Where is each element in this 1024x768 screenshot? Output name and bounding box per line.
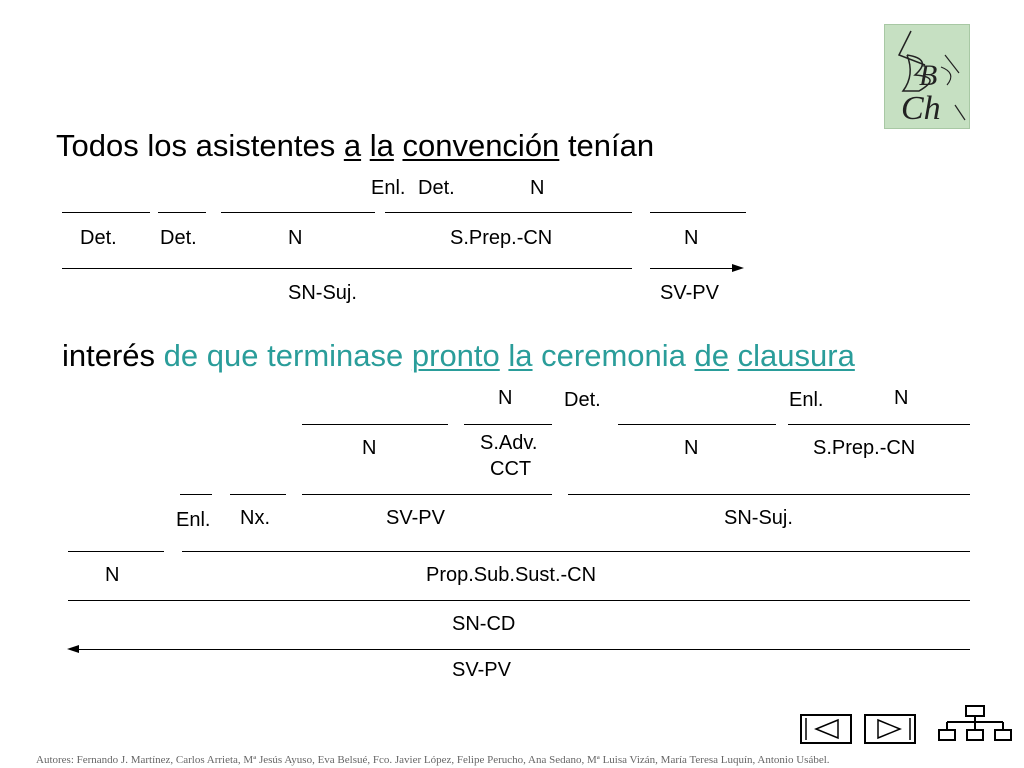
- bracket-svpv-arrow: [650, 268, 736, 269]
- label-n-interes: N: [105, 564, 120, 586]
- label-n-convencion: N: [530, 177, 545, 199]
- bracket-ceremonia: [618, 424, 776, 425]
- authors-footer: Autores: Fernando J. Martínez, Carlos Arrieta, Mª Jesús Ayuso, Eva Belsué, Fco. Javier López, Felipe Perucho, Ana Sedano, Mª Luisa Vizán, María Teresa Luquín, Antonio Usábel.: [36, 754, 830, 766]
- label-sn-cd: SN-CD: [452, 613, 516, 635]
- bracket-snsuj-2: [568, 494, 970, 495]
- label-n-asistentes: N: [288, 227, 303, 249]
- bracket-svpv-final: [76, 649, 970, 650]
- label-sprep-cn: S.Prep.-CN: [450, 227, 553, 249]
- label-det-todos: Det.: [80, 227, 117, 249]
- label-n-clausura: N: [894, 387, 909, 409]
- label-sv-pv: SV-PV: [660, 282, 719, 304]
- label-det-los: Det.: [160, 227, 197, 249]
- word-de-2: de: [694, 338, 730, 373]
- label-sadv: S.Adv.: [480, 432, 538, 454]
- word-la-2: la: [508, 338, 533, 373]
- bracket-svpv-2: [302, 494, 552, 495]
- triangle-left-icon: [802, 716, 850, 742]
- bracket-snsuj: [62, 268, 632, 269]
- word-la: la: [369, 128, 394, 163]
- bracket-sprep-2: [788, 424, 970, 425]
- word-pronto: pronto: [411, 338, 500, 373]
- bracket-pronto: [464, 424, 552, 425]
- logo-drawing: [885, 25, 969, 128]
- label-sn-suj: SN-Suj.: [288, 282, 357, 304]
- label-prop-sub: Prop.Sub.Sust.-CN: [426, 564, 597, 586]
- logo: [884, 24, 970, 129]
- word-clausura: clausura: [737, 338, 855, 373]
- label-enl-2: Enl.: [176, 509, 211, 531]
- label-det-la-2: Det.: [564, 389, 601, 411]
- label-cct: CCT: [490, 458, 532, 480]
- word-a: a: [343, 128, 362, 163]
- arrow-right-icon: [732, 262, 746, 274]
- label-n-terminase: N: [362, 437, 377, 459]
- word-interes: interés: [62, 338, 156, 373]
- label-sv-pv-final: SV-PV: [452, 659, 511, 681]
- word-que: que: [206, 338, 259, 373]
- word-convencion: convención: [402, 128, 560, 163]
- bracket-interes: [68, 551, 164, 552]
- label-det-la: Det.: [418, 177, 455, 199]
- label-enl: Enl.: [371, 177, 406, 199]
- next-slide-button[interactable]: [864, 714, 916, 744]
- label-sv-pv-2: SV-PV: [386, 507, 445, 529]
- sentence-1: [56, 128, 654, 164]
- label-sprep-cn-2: S.Prep.-CN: [813, 437, 916, 459]
- word-asistentes: asistentes: [195, 128, 336, 163]
- svg-text:B: B: [919, 59, 938, 92]
- label-n-pronto: N: [498, 387, 513, 409]
- word-ceremonia: ceremonia: [541, 338, 686, 373]
- word-los: los: [147, 128, 187, 163]
- bracket-propsub: [182, 551, 970, 552]
- word-terminase: terminase: [267, 338, 404, 373]
- svg-text:Ch: Ch: [901, 90, 941, 127]
- outline-button[interactable]: [938, 704, 1012, 753]
- bracket-sprep: [385, 212, 632, 213]
- label-n-tenian: N: [684, 227, 699, 249]
- bracket-terminase: [302, 424, 448, 425]
- bracket-tenian: [650, 212, 746, 213]
- label-n-ceremonia: N: [684, 437, 699, 459]
- word-tenian: tenían: [567, 128, 655, 163]
- word-todos: Todos: [56, 128, 139, 163]
- bracket-todos: [62, 212, 150, 213]
- prev-slide-button[interactable]: [800, 714, 852, 744]
- bracket-sncd: [68, 600, 970, 601]
- sitemap-icon: [938, 704, 1012, 748]
- bracket-asistentes: [221, 212, 375, 213]
- label-enl-de: Enl.: [789, 389, 824, 411]
- label-sn-suj-2: SN-Suj.: [724, 507, 793, 529]
- word-de: de: [163, 338, 199, 373]
- bracket-los: [158, 212, 206, 213]
- sentence-2: [62, 338, 855, 374]
- bracket-que: [230, 494, 286, 495]
- triangle-right-icon: [866, 716, 914, 742]
- label-nx: Nx.: [240, 507, 270, 529]
- bracket-de: [180, 494, 212, 495]
